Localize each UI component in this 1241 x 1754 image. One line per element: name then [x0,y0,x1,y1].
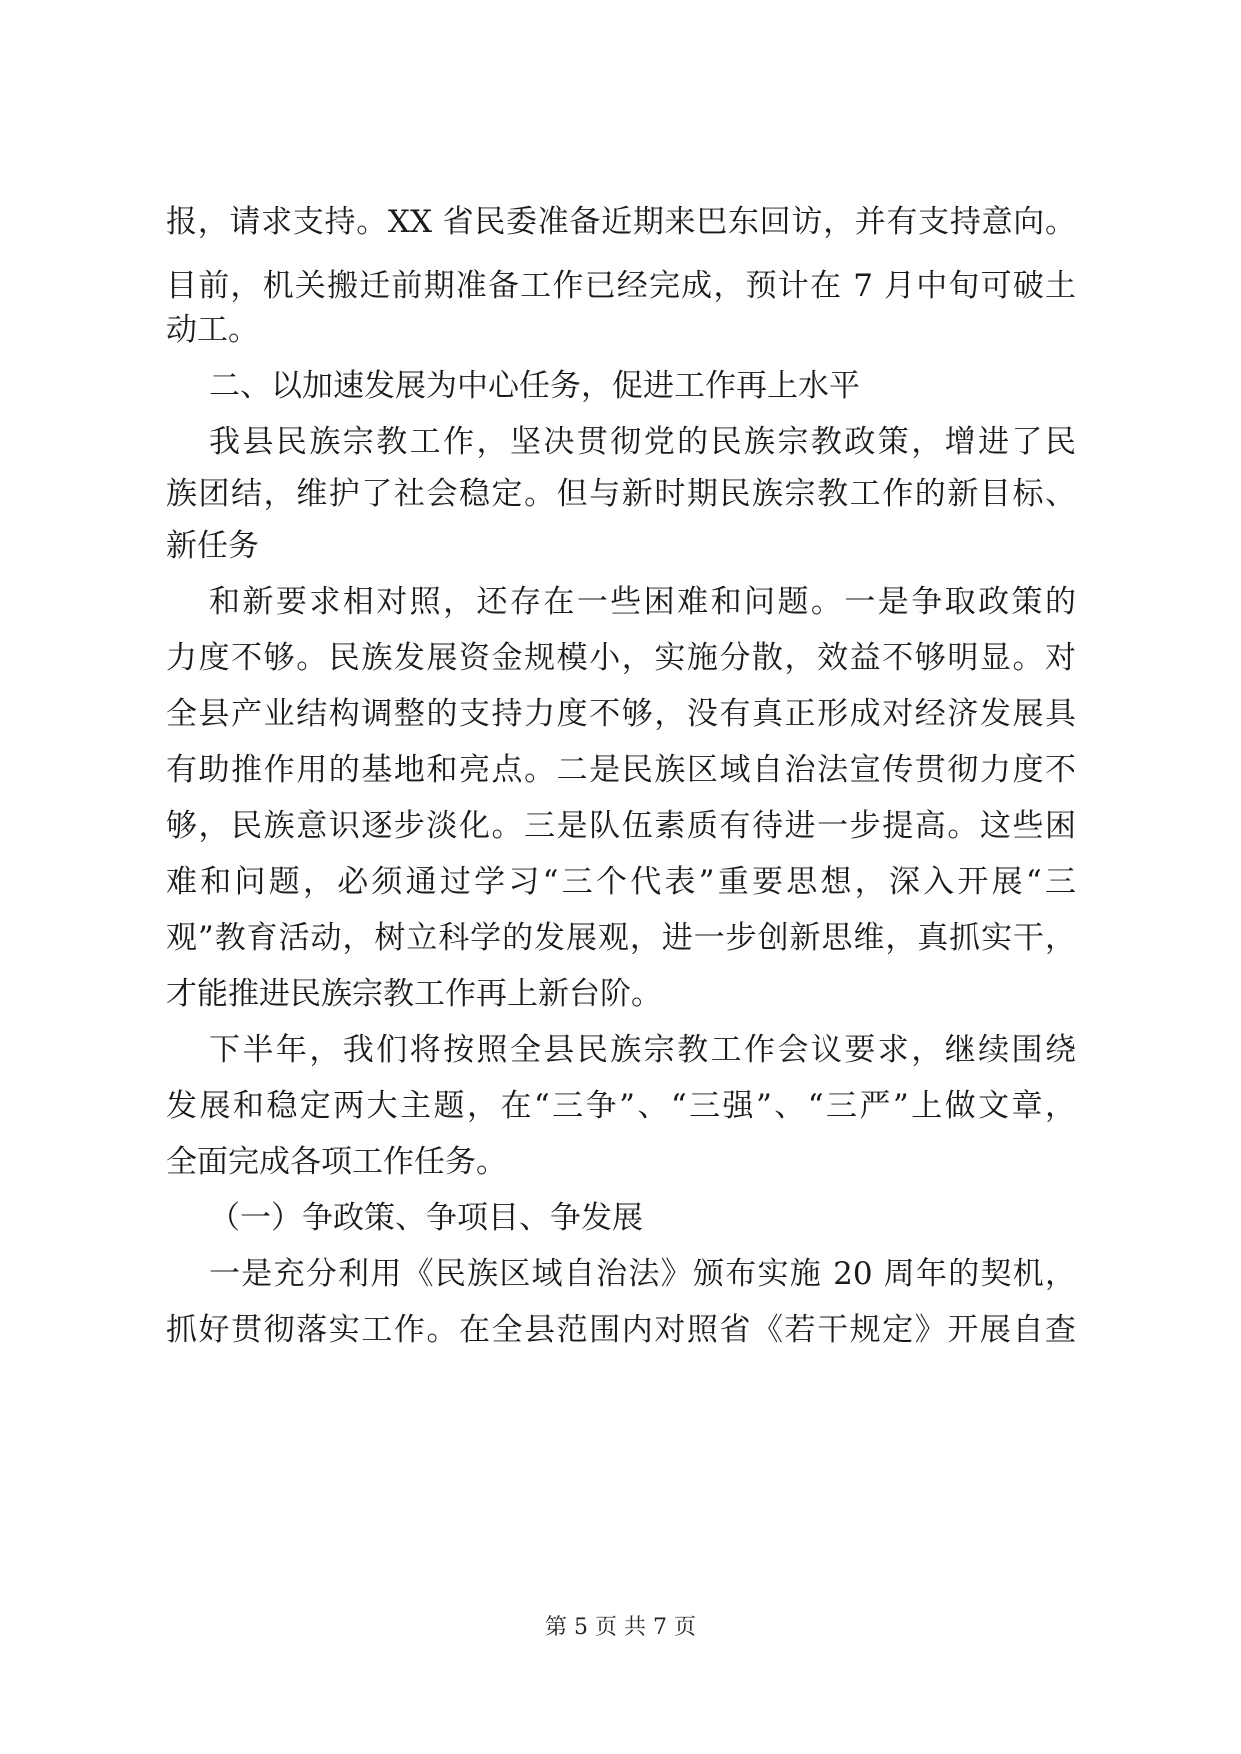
text-line: 报，请求支持。XX 省民委准备近期来巴东回访，并有支持意向。 [166,204,1076,240]
text-line: 二、以加速发展为中心任务，促进工作再上水平 [209,368,860,404]
text-line: （一）争政策、争项目、争发展 [209,1200,643,1236]
text-line: 新任务 [166,528,259,564]
text-line: 一是充分利用《民族区域自治法》颁布实施 20 周年的契机， [209,1256,1076,1292]
text-line: 抓好贯彻落实工作。在全县范围内对照省《若干规定》开展自查 [166,1312,1076,1348]
text-line: 族团结，维护了社会稳定。但与新时期民族宗教工作的新目标、 [166,476,1076,512]
text-line: 下半年，我们将按照全县民族宗教工作会议要求，继续围绕 [209,1032,1076,1068]
page-footer: 第 5 页 共 7 页 [545,1615,696,1640]
text-line: 才能推进民族宗教工作再上新台阶。 [166,976,662,1012]
text-line: 够，民族意识逐步淡化。三是队伍素质有待进一步提高。这些困 [166,808,1076,844]
text-line: 和新要求相对照，还存在一些困难和问题。一是争取政策的 [209,584,1076,620]
text-line: 有助推作用的基地和亮点。二是民族区域自治法宣传贯彻力度不 [166,752,1076,788]
text-line: 全面完成各项工作任务。 [166,1144,507,1180]
text-line: 观”教育活动，树立科学的发展观，进一步创新思维，真抓实干， [166,920,1076,956]
text-line: 动工。 [166,312,259,348]
text-line: 发展和稳定两大主题，在“三争”、“三强”、“三严”上做文章， [166,1088,1076,1124]
text-line: 力度不够。民族发展资金规模小，实施分散，效益不够明显。对 [166,640,1076,676]
text-line: 难和问题，必须通过学习“三个代表”重要思想，深入开展“三 [166,864,1076,900]
text-line: 全县产业结构调整的支持力度不够，没有真正形成对经济发展具 [166,696,1076,732]
text-line: 我县民族宗教工作，坚决贯彻党的民族宗教政策，增进了民 [209,424,1076,460]
text-line: 目前，机关搬迁前期准备工作已经完成，预计在 7 月中旬可破土 [166,268,1076,304]
